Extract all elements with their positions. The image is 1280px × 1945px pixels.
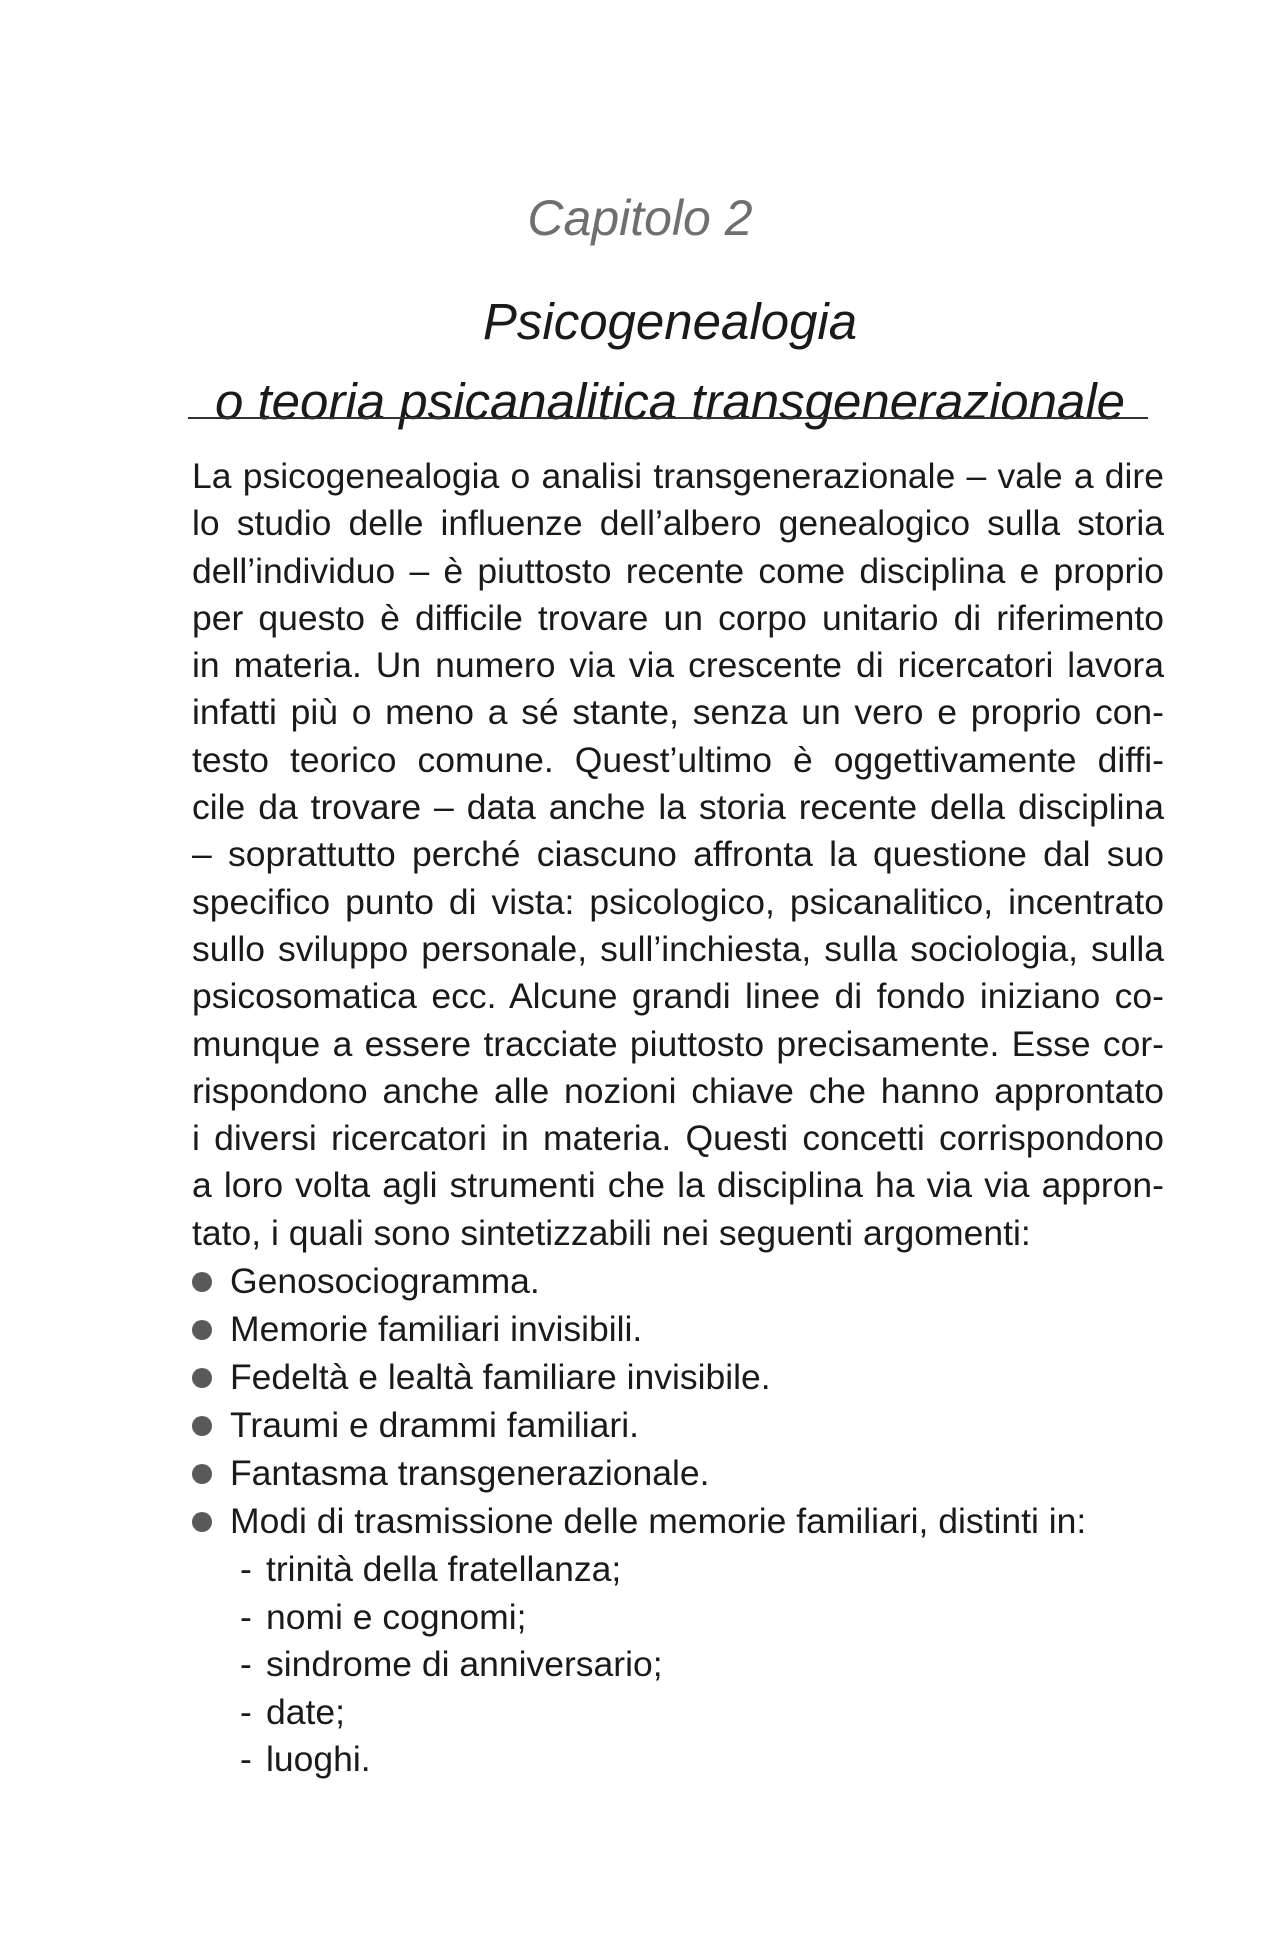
- dash-marker: -: [240, 1739, 252, 1779]
- chapter-label: Capitolo 2: [527, 190, 753, 246]
- paragraph-line: cile da trovare – data anche la storia recente della disciplina: [192, 787, 1164, 828]
- list-item-text: Fantasma transgenerazionale.: [230, 1453, 710, 1493]
- sub-list-item: [192, 1688, 1172, 1736]
- chapter-title-line: Psicogenealogia: [482, 293, 858, 350]
- dash-marker: -: [240, 1596, 252, 1637]
- paragraph-line: testo teorico comune. Quest’ultimo è oggettivamente diffi-: [192, 739, 1164, 780]
- bullet-dot-icon: [192, 1512, 212, 1532]
- list-item: [192, 1353, 1172, 1401]
- paragraph-line: psicosomatica ecc. Alcune grandi linee di fondo iniziano co-: [192, 976, 1164, 1017]
- bullet-dot-icon: [192, 1320, 212, 1340]
- paragraph-line: tato, i quali sono sintetizzabili nei seguenti argomenti:: [192, 1212, 1031, 1253]
- paragraph-line: infatti più o meno a sé stante, senza un vero e proprio con-: [192, 692, 1164, 733]
- paragraph-line: a loro volta agli strumenti che la disciplina ha via via appron-: [192, 1165, 1164, 1206]
- list-item-text: Fedeltà e lealtà familiare invisibile.: [230, 1357, 771, 1397]
- bullet-dot-icon: [192, 1368, 212, 1388]
- list-item: [192, 1497, 1172, 1545]
- paragraph-line: La psicogenealogia o analisi transgenerazionale – vale a dire: [192, 456, 1164, 496]
- list-item-text: Memorie familiari invisibili.: [230, 1309, 643, 1349]
- bullet-list: [192, 1257, 1172, 1783]
- paragraph-line: – soprattutto perché ciascuno affronta la questione dal suo: [192, 834, 1164, 875]
- list-item: [192, 1449, 1172, 1497]
- sub-list-item-text: sindrome di anniversario;: [266, 1644, 663, 1684]
- dash-marker: -: [240, 1644, 252, 1684]
- title-underline-rule: [188, 417, 1148, 419]
- bullet-dot-icon: [192, 1464, 212, 1484]
- list-item-text: Modi di trasmissione delle memorie familiari, distinti in:: [230, 1501, 1087, 1541]
- paragraph-line: lo studio delle influenze dell’albero genealogico sulla storia: [192, 503, 1164, 544]
- list-item: [192, 1401, 1172, 1449]
- dash-marker: -: [240, 1549, 252, 1589]
- sub-list-item: [192, 1640, 1172, 1688]
- bullet-dot-icon: [192, 1416, 212, 1436]
- sub-list-container: [192, 1545, 1172, 1783]
- paragraph-line: in materia. Un numero via via crescente di ricercatori lavora: [192, 645, 1164, 686]
- paragraph-line: rispondono anche alle nozioni chiave che hanno approntato: [192, 1070, 1164, 1111]
- sub-list-item-text: trinità della fratellanza;: [266, 1549, 622, 1589]
- paragraph-line: munque a essere tracciate piuttosto precisamente. Esse cor-: [192, 1023, 1164, 1064]
- list-item-text: Traumi e drammi familiari.: [230, 1405, 639, 1445]
- list-item: [192, 1305, 1172, 1353]
- paragraph-line: specifico punto di vista: psicologico, psicanalitico, incentrato: [192, 881, 1164, 922]
- dash-marker: -: [240, 1691, 252, 1732]
- chapter-title-line: o teoria psicanalitica transgenerazionale: [214, 373, 1126, 430]
- paragraph-line: sullo sviluppo personale, sull’inchiesta, sulla sociologia, sulla: [192, 928, 1164, 969]
- sub-list-item-text: nomi e cognomi;: [266, 1596, 527, 1637]
- sub-list-item: [192, 1735, 1172, 1783]
- sub-list-item-text: date;: [266, 1691, 345, 1732]
- bullet-dot-icon: [192, 1272, 212, 1292]
- sub-list: [192, 1545, 1172, 1783]
- sub-list-item: [192, 1593, 1172, 1641]
- body-paragraph: [192, 453, 1164, 1257]
- sub-list-item: [192, 1545, 1172, 1593]
- sub-list-item-text: luoghi.: [266, 1739, 371, 1779]
- paragraph-line: dell’individuo – è piuttosto recente come disciplina e proprio: [192, 550, 1164, 591]
- paragraph-line: i diversi ricercatori in materia. Questi concetti corrispondono: [192, 1118, 1164, 1159]
- list-item-text: Genosociogramma.: [230, 1261, 540, 1301]
- list-item: [192, 1257, 1172, 1305]
- paragraph-line: per questo è difficile trovare un corpo unitario di riferimento: [192, 597, 1164, 638]
